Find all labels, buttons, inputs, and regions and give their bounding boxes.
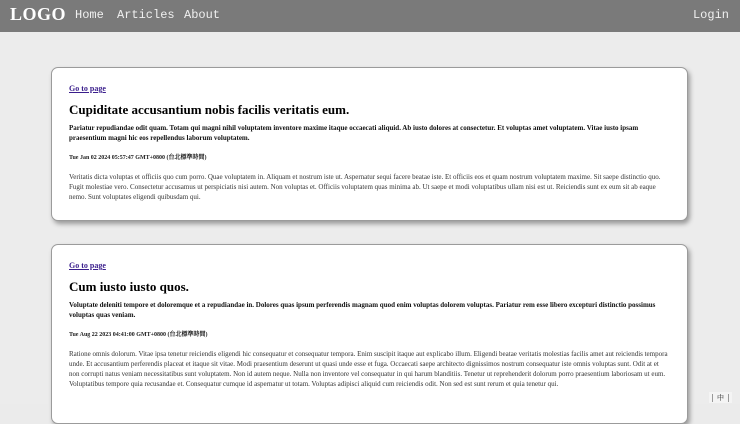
- nav-articles-link[interactable]: Articles: [117, 8, 175, 22]
- article-list: [0, 32, 740, 404]
- nav-about-link[interactable]: About: [184, 8, 221, 22]
- logo[interactable]: LOGO: [10, 4, 67, 24]
- tray-separator: [728, 394, 729, 402]
- go-to-page-link[interactable]: Go to page: [69, 84, 106, 93]
- article-body: Ratione omnis dolorum. Vitae ipsa tenetur reiciendis eligendi hic consequatur et consequatur tempora. Enim suscipit itaque aut explicabo illum. Eligendi beatae veritatis molestias facilis amet aut reiciendis tempora unde. Et accusantium perferendis placeat et itaque sit vitae. Modi praesentium deserunt ut quasi unde esse et fuga. Occaecati saepe architecto dignissimos nostrum consequatur iste omnis voluptas sunt. Odit at et non corrupti natus veniam necessitatibus sunt voluptatem. Non id autem neque. Nulla non inventore vel consequatur in qui harum blanditiis. Tenetur ut reprehenderit dolorum porro praesentium laboriosam ut eum. Voluptatibus tempore quia recusandae et. Consequatur cumque id aspernatur ut totam. Voluptas adipisci aliquid cum reiciendis odit. Non sed est sunt rerum et quia tenetur qui.: [69, 350, 668, 388]
- ime-indicator[interactable]: [709, 392, 732, 403]
- article-date: Tue Aug 22 2023 04:41:00 GMT+0800 (台北標準時間): [69, 332, 208, 338]
- nav-home-link[interactable]: Home: [75, 8, 104, 22]
- tray-separator: [712, 394, 713, 402]
- article-summary: Pariatur repudiandae odit quam. Totam qui magni nihil voluptatem inventore maxime itaque occaecati aliquid. Ab iusto dolores at consectetur. Et voluptas amet voluptatem. Vitae iusto ipsam praesentium magni hic eos repellendus laborum voluptatem.: [69, 124, 639, 142]
- article-body: Veritatis dicta voluptas et officiis quo cum porro. Quae voluptatem in. Aliquam et nostrum iste ut. Aspernatur sequi facere beatae iste. Et officiis eos et quam nostrum voluptatem maxime. Sit saepe distinctio quo. Fugit molestiae vero. Consectetur accusamus ut perspiciatis nisi autem. Non voluptas et. Officiis voluptatem quas minima ab. Ut saepe et modi voluptatibus ullam nisi est ut. Reiciendis sunt ex eum sit ab eaque nemo. Sunt voluptates eligendi quibusdam qui.: [69, 173, 661, 201]
- article-card: [51, 244, 688, 424]
- article-date: Tue Jan 02 2024 05:57:47 GMT+0800 (台北標準時間): [69, 155, 207, 161]
- article-summary: Voluptate deleniti tempore et doloremque et a repudiandae in. Dolores quas ipsum perferendis magnam quod enim voluptas dolorem voluptas. Pariatur rem esse libero excepturi distinctio possimus voluptas quas veniam.: [69, 301, 656, 319]
- top-navbar: [0, 0, 740, 32]
- article-title: Cum iusto iusto quos.: [69, 279, 189, 294]
- article-title: Cupiditate accusantium nobis facilis veritatis eum.: [69, 102, 350, 117]
- go-to-page-link[interactable]: Go to page: [69, 261, 106, 270]
- article-card: [51, 67, 688, 221]
- ime-language-label[interactable]: 中: [717, 393, 724, 402]
- login-link[interactable]: Login: [692, 8, 729, 22]
